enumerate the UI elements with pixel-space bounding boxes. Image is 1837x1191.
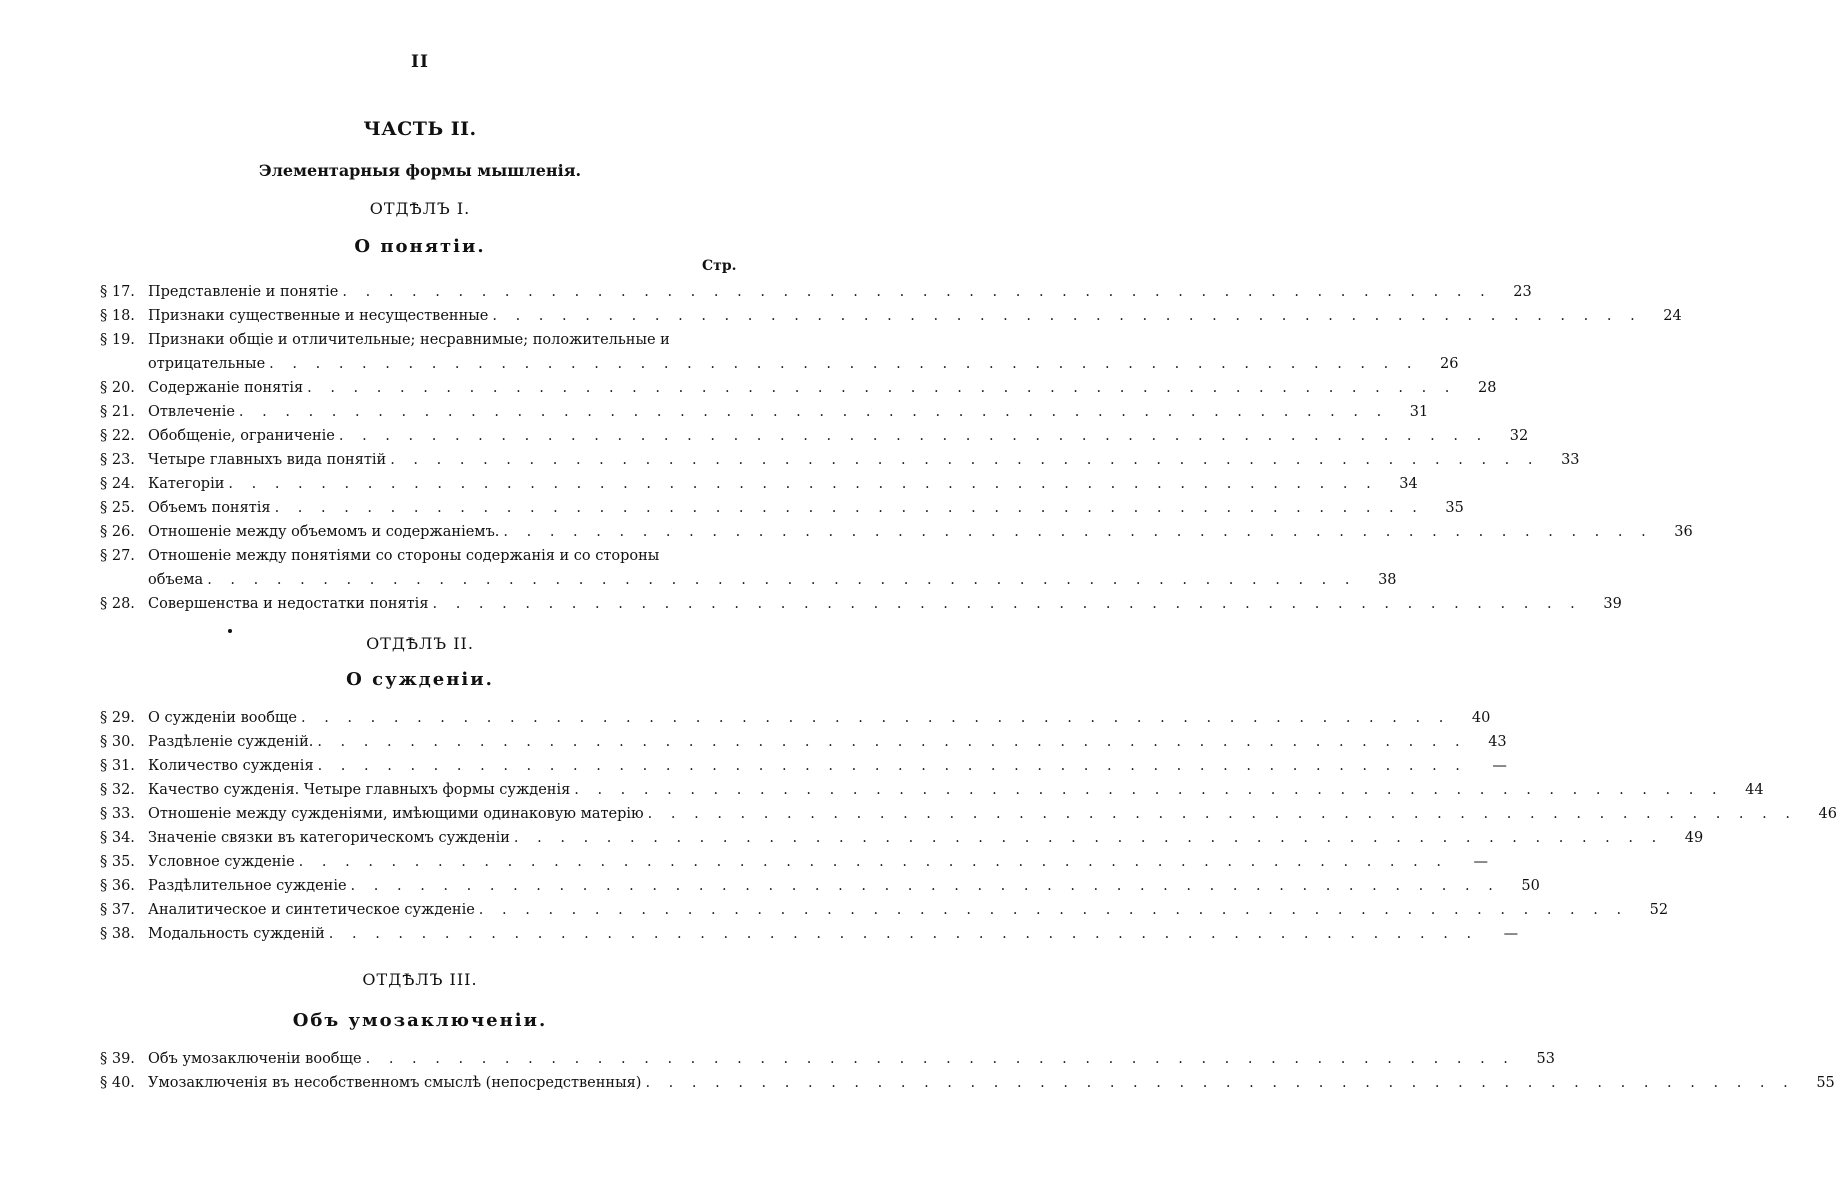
dot-leader: . . . . . . . . . . . . . . . . . . . . . . . . . . . . . . . . . . . . . . . . . . . . . . . . . . [301, 710, 1451, 726]
dept3-title: Объ умозаключеніи. [292, 1010, 548, 1031]
toc-entry-row [100, 730, 1507, 754]
toc-entry-row [100, 850, 1488, 874]
dot-leader: . . . . . . . . . . . . . . . . . . . . . . . . . . . . . . . . . . . . . . . . . . . . . . . . . . [350, 878, 1500, 894]
page-number: 46 [1818, 806, 1837, 822]
dot-leader: . . . . . . . . . . . . . . . . . . . . . . . . . . . . . . . . . . . . . . . . . . . . . . . . . . [574, 782, 1724, 798]
section-number: § 22. [100, 428, 135, 444]
part-subtitle: Элементарныя формы мышленія. [258, 161, 582, 180]
section-number: § 21. [100, 404, 135, 420]
page-number: 38 [1378, 572, 1397, 588]
dept1-label: ОТДѢЛЪ I. [369, 199, 471, 218]
section-number: § 20. [100, 380, 135, 396]
dot-leader: . . . . . . . . . . . . . . . . . . . . . . . . . . . . . . . . . . . . . . . . . . . . . . . . . . [645, 1075, 1795, 1091]
dot-leader: . . . . . . . . . . . . . . . . . . . . . . . . . . . . . . . . . . . . . . . . . . . . . . . . . . [207, 572, 1357, 588]
page-number: 39 [1603, 596, 1622, 612]
page-number: 23 [1513, 284, 1532, 300]
toc-entry-row [100, 496, 1464, 520]
page-number: 36 [1674, 524, 1693, 540]
section-number: § 27. [100, 548, 135, 564]
section-number: § 29. [100, 710, 135, 726]
dot-leader: . . . . . . . . . . . . . . . . . . . . . . . . . . . . . . . . . . . . . . . . . . . . . . . . . . [238, 404, 1389, 420]
dot-leader: . . . . . . . . . . . . . . . . . . . . . . . . . . . . . . . . . . . . . . . . . . . . . . . . . . [317, 758, 1467, 774]
section-number: § 23. [100, 452, 135, 468]
dot-leader: . . . . . . . . . . . . . . . . . . . . . . . . . . . . . . . . . . . . . . . . . . . . . . . . . . [647, 806, 1797, 822]
toc-entry-row [100, 544, 740, 568]
page-number: 52 [1649, 902, 1669, 918]
page-number: 28 [1477, 380, 1497, 396]
dot-leader: . . . . . . . . . . . . . . . . . . . . . . . . . . . . . . . . . . . . . . . . . . . . . . . . . . [338, 428, 1489, 444]
toc-list-dept1 [100, 280, 1693, 616]
dot-leader: . . . . . . . . . . . . . . . . . . . . . . . . . . . . . . . . . . . . . . . . . . . . . . . . . . [478, 902, 1629, 918]
entry-title: Раздѣлительное сужденіе [148, 878, 347, 894]
page-number: — [1473, 854, 1488, 870]
page-number: 40 [1471, 710, 1491, 726]
entry-title: Четыре главныхъ вида понятій [148, 452, 387, 468]
toc-list-dept2 [100, 706, 1837, 946]
entry-title: Признаки общіе и отличительные; несравнимые; положительные и [148, 332, 670, 348]
dot-leader: . . . . . . . . . . . . . . . . . . . . . . . . . . . . . . . . . . . . . . . . . . . . . . . . . . [228, 476, 1378, 492]
section-number: § 40. [100, 1075, 135, 1091]
toc-entry-row [100, 376, 1497, 400]
section-number: § 17. [100, 284, 135, 300]
entry-title: Модальность сужденій [148, 926, 325, 942]
page-number: 43 [1488, 734, 1507, 750]
page-number: 33 [1561, 452, 1580, 468]
section-number: § 34. [100, 830, 135, 846]
toc-entry-row [100, 304, 1682, 328]
toc-entry-row [100, 472, 1418, 496]
dot-leader: . . . . . . . . . . . . . . . . . . . . . . . . . . . . . . . . . . . . . . . . . . . . . . . . . . [317, 734, 1467, 750]
page-column-header: Стр. [702, 258, 737, 274]
toc-entry-row [100, 400, 1429, 424]
page-number: 24 [1663, 308, 1682, 324]
page-number: 34 [1399, 476, 1418, 492]
section-number: § 38. [100, 926, 135, 942]
page-number: 32 [1509, 428, 1529, 444]
entry-title-continued: отрицательные [148, 356, 266, 372]
dot-leader: . . . . . . . . . . . . . . . . . . . . . . . . . . . . . . . . . . . . . . . . . . . . . . . . . . [298, 854, 1448, 870]
dot-leader: . . . . . . . . . . . . . . . . . . . . . . . . . . . . . . . . . . . . . . . . . . . . . . . . . . [342, 284, 1492, 300]
section-number: § 24. [100, 476, 135, 492]
toc-entry-row [100, 424, 1529, 448]
page-number: 49 [1684, 830, 1704, 846]
section-number: § 33. [100, 806, 135, 822]
dot-leader: . . . . . . . . . . . . . . . . . . . . . . . . . . . . . . . . . . . . . . . . . . . . . . . . . . [513, 830, 1664, 846]
entry-title: Содержаніе понятія [148, 380, 304, 396]
toc-entry-row [100, 592, 1622, 616]
section-number: § 35. [100, 854, 135, 870]
dot-leader: . . . . . . . . . . . . . . . . . . . . . . . . . . . . . . . . . . . . . . . . . . . . . . . . . . [432, 596, 1582, 612]
section-number: § 36. [100, 878, 135, 894]
entry-title: Условное сужденіе [148, 854, 295, 870]
entry-title: Совершенства и недостатки понятія [148, 596, 429, 612]
toc-entry-row [100, 922, 1519, 946]
dot-leader: . . . . . . . . . . . . . . . . . . . . . . . . . . . . . . . . . . . . . . . . . . . . . . . . . . [365, 1051, 1515, 1067]
page-number: II [411, 52, 429, 72]
entry-title: Объемъ понятія [148, 500, 271, 516]
section-number: § 37. [100, 902, 135, 918]
entry-title: Признаки существенные и несущественные [148, 308, 489, 324]
section-number: § 18. [100, 308, 135, 324]
part-title: ЧАСТЬ II. [363, 118, 477, 140]
stray-mark [228, 629, 232, 633]
dot-leader: . . . . . . . . . . . . . . . . . . . . . . . . . . . . . . . . . . . . . . . . . . . . . . . . . . [503, 524, 1653, 540]
dot-leader: . . . . . . . . . . . . . . . . . . . . . . . . . . . . . . . . . . . . . . . . . . . . . . . . . . [269, 356, 1419, 372]
entry-title: Отношеніе между объемомъ и содержаніемъ. [148, 524, 500, 540]
toc-entry-row [100, 352, 1459, 376]
toc-entry-row [100, 1071, 1835, 1095]
entry-title: Объ умозаключеніи вообще [148, 1051, 362, 1067]
entry-title: О сужденіи вообще [148, 710, 297, 726]
entry-title: Умозаключенія въ несобственномъ смыслѣ (непосредственныя) [148, 1075, 642, 1091]
section-number: § 39. [100, 1051, 135, 1067]
page-number: 31 [1409, 404, 1429, 420]
section-number: § 30. [100, 734, 135, 750]
dept2-label: ОТДѢЛЪ II. [366, 634, 474, 653]
section-number: § 31. [100, 758, 135, 774]
dept2-title: О сужденіи. [346, 669, 494, 690]
page-number: 44 [1745, 782, 1764, 798]
page-number: 35 [1445, 500, 1464, 516]
toc-entry-row [100, 706, 1491, 730]
toc-entry-row [100, 778, 1764, 802]
dept3-label: ОТДѢЛЪ III. [362, 970, 478, 989]
page-number: 50 [1521, 878, 1540, 894]
entry-title: Обобщеніе, ограниченіе [148, 428, 335, 444]
toc-entry-row [100, 898, 1669, 922]
entry-title: Качество сужденія. Четыре главныхъ формы сужденія [148, 782, 571, 798]
toc-entry-row [100, 1047, 1555, 1071]
entry-title-continued: объема [148, 572, 204, 588]
entry-title: Количество сужденія [148, 758, 314, 774]
toc-entry-row [100, 448, 1580, 472]
toc-list-dept3 [100, 1047, 1835, 1095]
page-number: 55 [1816, 1075, 1835, 1091]
toc-entry-row [100, 874, 1540, 898]
toc-entry-row [100, 568, 1397, 592]
toc-entry-row [100, 826, 1704, 850]
section-number: § 25. [100, 500, 135, 516]
entry-title: Раздѣленіе сужденій. [148, 734, 314, 750]
dot-leader: . . . . . . . . . . . . . . . . . . . . . . . . . . . . . . . . . . . . . . . . . . . . . . . . . . [328, 926, 1479, 942]
toc-entry-row [100, 754, 1507, 778]
page-number: — [1503, 926, 1519, 942]
section-number: § 19. [100, 332, 135, 348]
entry-title: Отношеніе между сужденіями, имѣющими одинаковую матерію [148, 806, 644, 822]
page-number: 26 [1440, 356, 1459, 372]
entry-title: Значеніе связки въ категорическомъ сужденіи [148, 830, 510, 846]
entry-title: Категоріи [148, 476, 225, 492]
dot-leader: . . . . . . . . . . . . . . . . . . . . . . . . . . . . . . . . . . . . . . . . . . . . . . . . . . [390, 452, 1540, 468]
dot-leader: . . . . . . . . . . . . . . . . . . . . . . . . . . . . . . . . . . . . . . . . . . . . . . . . . . [492, 308, 1642, 324]
section-number: § 26. [100, 524, 135, 540]
page-number: 53 [1536, 1051, 1555, 1067]
toc-entry-row [100, 520, 1693, 544]
section-number: § 28. [100, 596, 135, 612]
entry-title: Отвлеченіе [148, 404, 235, 420]
dot-leader: . . . . . . . . . . . . . . . . . . . . . . . . . . . . . . . . . . . . . . . . . . . . . . . . . . [307, 380, 1457, 396]
dot-leader: . . . . . . . . . . . . . . . . . . . . . . . . . . . . . . . . . . . . . . . . . . . . . . . . . . [274, 500, 1424, 516]
toc-entry-row [100, 802, 1837, 826]
page-number: — [1492, 758, 1507, 774]
toc-entry-row [100, 280, 1532, 304]
entry-title: Отношеніе между понятіями со стороны содержанія и со стороны [148, 548, 660, 564]
entry-title: Представленіе и понятіе [148, 284, 339, 300]
entry-title: Аналитическое и синтетическое сужденіе [148, 902, 475, 918]
section-number: § 32. [100, 782, 135, 798]
dept1-title: О понятіи. [354, 236, 486, 257]
toc-entry-row [100, 328, 740, 352]
